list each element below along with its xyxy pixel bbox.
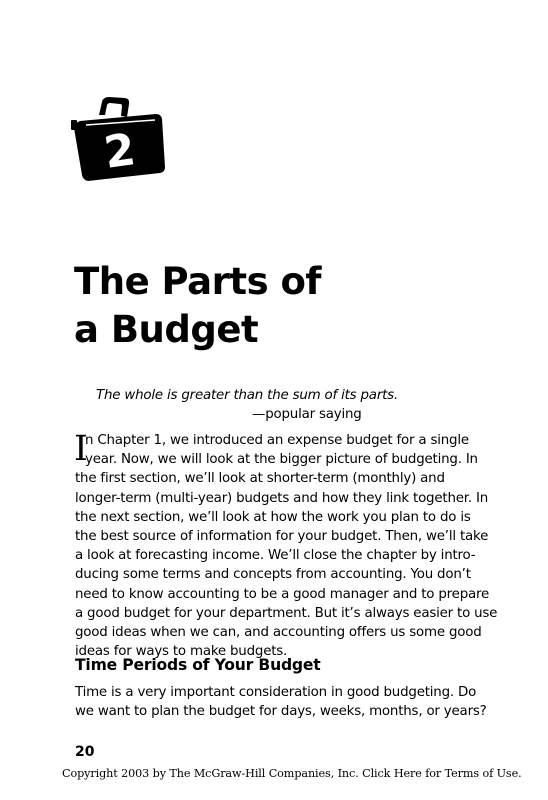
paragraph-line: a good budget for your department. But it’s always easier to use (75, 605, 498, 621)
drop-cap: I (74, 429, 88, 469)
paragraph-line: we want to plan the budget for days, weeks, months, or years? (75, 704, 487, 720)
paragraph-line: longer-term (multi-year) budgets and how they link together. In (75, 490, 488, 506)
paragraph-line: good ideas when we can, and accounting offers us some good (75, 625, 482, 641)
paragraph-line: a look at forecasting income. We’ll close the chapter by intro- (75, 548, 476, 564)
briefcase-icon (68, 93, 168, 185)
paragraph-line: the best source of information for your budget. Then, we’ll take (75, 529, 489, 545)
paragraph-line: Time is a very important consideration in good budgeting. Do (75, 685, 477, 700)
epigraph-quote: The whole is greater than the sum of its parts. (96, 388, 399, 403)
paragraph-line: ideas for ways to make budgets. (75, 644, 288, 660)
intro-paragraph (74, 429, 498, 661)
chapter-number: 2 (101, 124, 139, 179)
paragraph-line: the first section, we’ll look at shorter-term (monthly) and (75, 471, 445, 487)
chapter-title-line: a Budget (74, 308, 259, 351)
epigraph-attribution: —popular saying (252, 407, 362, 422)
section-heading: Time Periods of Your Budget (75, 656, 321, 674)
copyright-notice[interactable]: Copyright 2003 by The McGraw-Hill Companies, Inc. Click Here for Terms of Use. (62, 767, 522, 780)
paragraph-line: ducing some terms and concepts from accounting. You don’t (75, 567, 471, 583)
chapter-title (74, 258, 321, 354)
page-number: 20 (75, 744, 95, 760)
paragraph-line: need to know accounting to be a good manager and to prepare (75, 586, 490, 602)
chapter-title-line: The Parts of (74, 260, 322, 303)
paragraph-line: n Chapter 1, we introduced an expense budget for a single (85, 433, 469, 448)
section-paragraph (75, 683, 485, 721)
paragraph-line: the next section, we’ll look at how the work you plan to do is (75, 509, 471, 525)
paragraph-line: year. Now, we will look at the bigger picture of budgeting. In (85, 452, 478, 468)
